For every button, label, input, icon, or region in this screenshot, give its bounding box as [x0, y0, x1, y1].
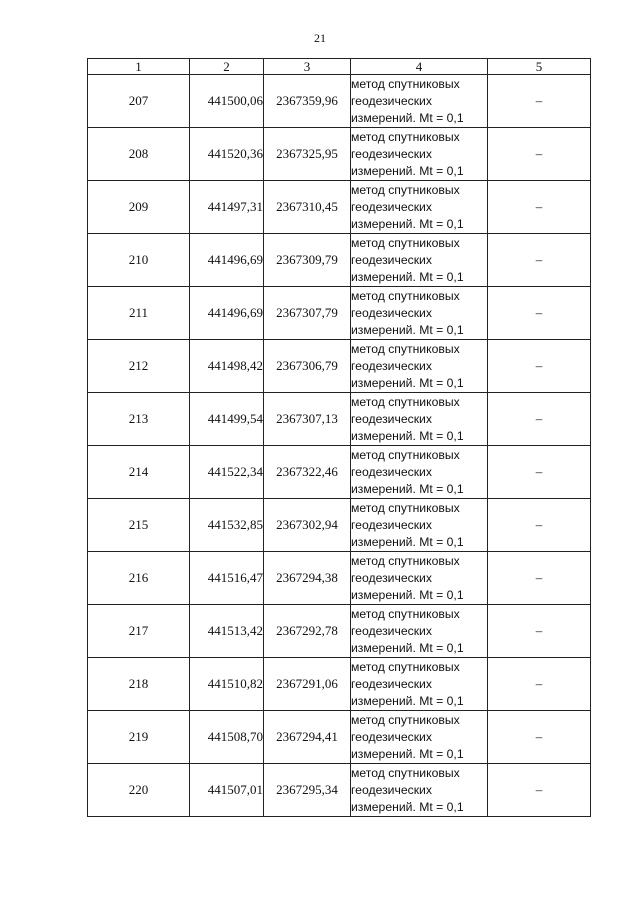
point-number-cell: 209 — [88, 181, 190, 234]
column-header: 4 — [351, 59, 488, 75]
y-coordinate-cell: 2367295,34 — [264, 764, 351, 817]
coordinates-table — [87, 58, 591, 817]
method-line: измерений. Mt = 0,1 — [351, 534, 464, 549]
method-line: метод спутниковых — [351, 76, 460, 91]
y-coordinate-cell: 2367291,06 — [264, 658, 351, 711]
x-coordinate-cell: 441500,06 — [190, 75, 264, 128]
point-number-cell: 218 — [88, 658, 190, 711]
x-coordinate-cell: 441513,42 — [190, 605, 264, 658]
note-cell: – — [488, 234, 591, 287]
method-cell — [351, 711, 488, 764]
note-cell: – — [488, 499, 591, 552]
method-cell — [351, 605, 488, 658]
column-header: 2 — [190, 59, 264, 75]
note-cell: – — [488, 552, 591, 605]
x-coordinate-cell: 441516,47 — [190, 552, 264, 605]
table-row — [88, 552, 591, 605]
method-line: измерений. Mt = 0,1 — [351, 587, 464, 602]
y-coordinate-cell: 2367294,41 — [264, 711, 351, 764]
method-line: измерений. Mt = 0,1 — [351, 481, 464, 496]
column-header: 1 — [88, 59, 190, 75]
method-line: геодезических — [351, 305, 432, 320]
method-line: метод спутниковых — [351, 182, 460, 197]
method-line: метод спутниковых — [351, 712, 460, 727]
method-line: геодезических — [351, 517, 432, 532]
note-cell: – — [488, 605, 591, 658]
x-coordinate-cell: 441510,82 — [190, 658, 264, 711]
method-line: геодезических — [351, 782, 432, 797]
method-cell — [351, 287, 488, 340]
method-line: геодезических — [351, 623, 432, 638]
method-line: метод спутниковых — [351, 129, 460, 144]
method-line: измерений. Mt = 0,1 — [351, 693, 464, 708]
point-number-cell: 213 — [88, 393, 190, 446]
method-cell — [351, 764, 488, 817]
method-line: геодезических — [351, 358, 432, 373]
method-line: измерений. Mt = 0,1 — [351, 799, 464, 814]
table-row — [88, 446, 591, 499]
x-coordinate-cell: 441496,69 — [190, 287, 264, 340]
method-cell — [351, 128, 488, 181]
method-line: метод спутниковых — [351, 765, 460, 780]
method-line: измерений. Mt = 0,1 — [351, 640, 464, 655]
x-coordinate-cell: 441520,36 — [190, 128, 264, 181]
method-line: измерений. Mt = 0,1 — [351, 163, 464, 178]
table-row — [88, 393, 591, 446]
method-line: метод спутниковых — [351, 447, 460, 462]
point-number-cell: 215 — [88, 499, 190, 552]
table-row — [88, 340, 591, 393]
x-coordinate-cell: 441498,42 — [190, 340, 264, 393]
table-row — [88, 605, 591, 658]
column-header: 3 — [264, 59, 351, 75]
method-line: метод спутниковых — [351, 235, 460, 250]
point-number-cell: 214 — [88, 446, 190, 499]
x-coordinate-cell: 441499,54 — [190, 393, 264, 446]
method-line: геодезических — [351, 411, 432, 426]
point-number-cell: 220 — [88, 764, 190, 817]
method-cell — [351, 75, 488, 128]
method-line: измерений. Mt = 0,1 — [351, 428, 464, 443]
method-line: геодезических — [351, 676, 432, 691]
x-coordinate-cell: 441532,85 — [190, 499, 264, 552]
point-number-cell: 211 — [88, 287, 190, 340]
y-coordinate-cell: 2367309,79 — [264, 234, 351, 287]
note-cell: – — [488, 658, 591, 711]
point-number-cell: 210 — [88, 234, 190, 287]
method-line: метод спутниковых — [351, 606, 460, 621]
method-line: метод спутниковых — [351, 394, 460, 409]
method-line: измерений. Mt = 0,1 — [351, 216, 464, 231]
table-row — [88, 234, 591, 287]
method-line: измерений. Mt = 0,1 — [351, 746, 464, 761]
point-number-cell: 208 — [88, 128, 190, 181]
page-number: 21 — [314, 31, 326, 45]
method-line: геодезических — [351, 570, 432, 585]
method-line: геодезических — [351, 252, 432, 267]
x-coordinate-cell: 441507,01 — [190, 764, 264, 817]
x-coordinate-cell: 441522,34 — [190, 446, 264, 499]
table-row — [88, 128, 591, 181]
point-number-cell: 219 — [88, 711, 190, 764]
note-cell: – — [488, 393, 591, 446]
method-cell — [351, 499, 488, 552]
x-coordinate-cell: 441496,69 — [190, 234, 264, 287]
method-cell — [351, 340, 488, 393]
y-coordinate-cell: 2367310,45 — [264, 181, 351, 234]
column-header: 5 — [488, 59, 591, 75]
y-coordinate-cell: 2367292,78 — [264, 605, 351, 658]
table-row — [88, 75, 591, 128]
method-line: метод спутниковых — [351, 288, 460, 303]
method-cell — [351, 446, 488, 499]
point-number-cell: 212 — [88, 340, 190, 393]
method-cell — [351, 393, 488, 446]
note-cell: – — [488, 181, 591, 234]
table-row — [88, 181, 591, 234]
y-coordinate-cell: 2367322,46 — [264, 446, 351, 499]
method-line: метод спутниковых — [351, 500, 460, 515]
y-coordinate-cell: 2367294,38 — [264, 552, 351, 605]
table-row — [88, 287, 591, 340]
method-line: геодезических — [351, 464, 432, 479]
y-coordinate-cell: 2367306,79 — [264, 340, 351, 393]
y-coordinate-cell: 2367307,79 — [264, 287, 351, 340]
point-number-cell: 216 — [88, 552, 190, 605]
y-coordinate-cell: 2367359,96 — [264, 75, 351, 128]
note-cell: – — [488, 446, 591, 499]
method-line: измерений. Mt = 0,1 — [351, 322, 464, 337]
method-line: геодезических — [351, 146, 432, 161]
method-line: измерений. Mt = 0,1 — [351, 375, 464, 390]
header-row — [88, 59, 591, 75]
table-row — [88, 499, 591, 552]
x-coordinate-cell: 441497,31 — [190, 181, 264, 234]
method-cell — [351, 658, 488, 711]
method-line: геодезических — [351, 93, 432, 108]
method-line: метод спутниковых — [351, 553, 460, 568]
method-line: геодезических — [351, 199, 432, 214]
x-coordinate-cell: 441508,70 — [190, 711, 264, 764]
note-cell: – — [488, 764, 591, 817]
method-cell — [351, 552, 488, 605]
y-coordinate-cell: 2367325,95 — [264, 128, 351, 181]
note-cell: – — [488, 711, 591, 764]
y-coordinate-cell: 2367307,13 — [264, 393, 351, 446]
note-cell: – — [488, 340, 591, 393]
table-row — [88, 711, 591, 764]
method-cell — [351, 181, 488, 234]
method-line: метод спутниковых — [351, 341, 460, 356]
method-line: метод спутниковых — [351, 659, 460, 674]
note-cell: – — [488, 128, 591, 181]
method-cell — [351, 234, 488, 287]
method-line: геодезических — [351, 729, 432, 744]
note-cell: – — [488, 287, 591, 340]
method-line: измерений. Mt = 0,1 — [351, 110, 464, 125]
table-row — [88, 658, 591, 711]
point-number-cell: 207 — [88, 75, 190, 128]
method-line: измерений. Mt = 0,1 — [351, 269, 464, 284]
note-cell: – — [488, 75, 591, 128]
table-row — [88, 764, 591, 817]
y-coordinate-cell: 2367302,94 — [264, 499, 351, 552]
point-number-cell: 217 — [88, 605, 190, 658]
